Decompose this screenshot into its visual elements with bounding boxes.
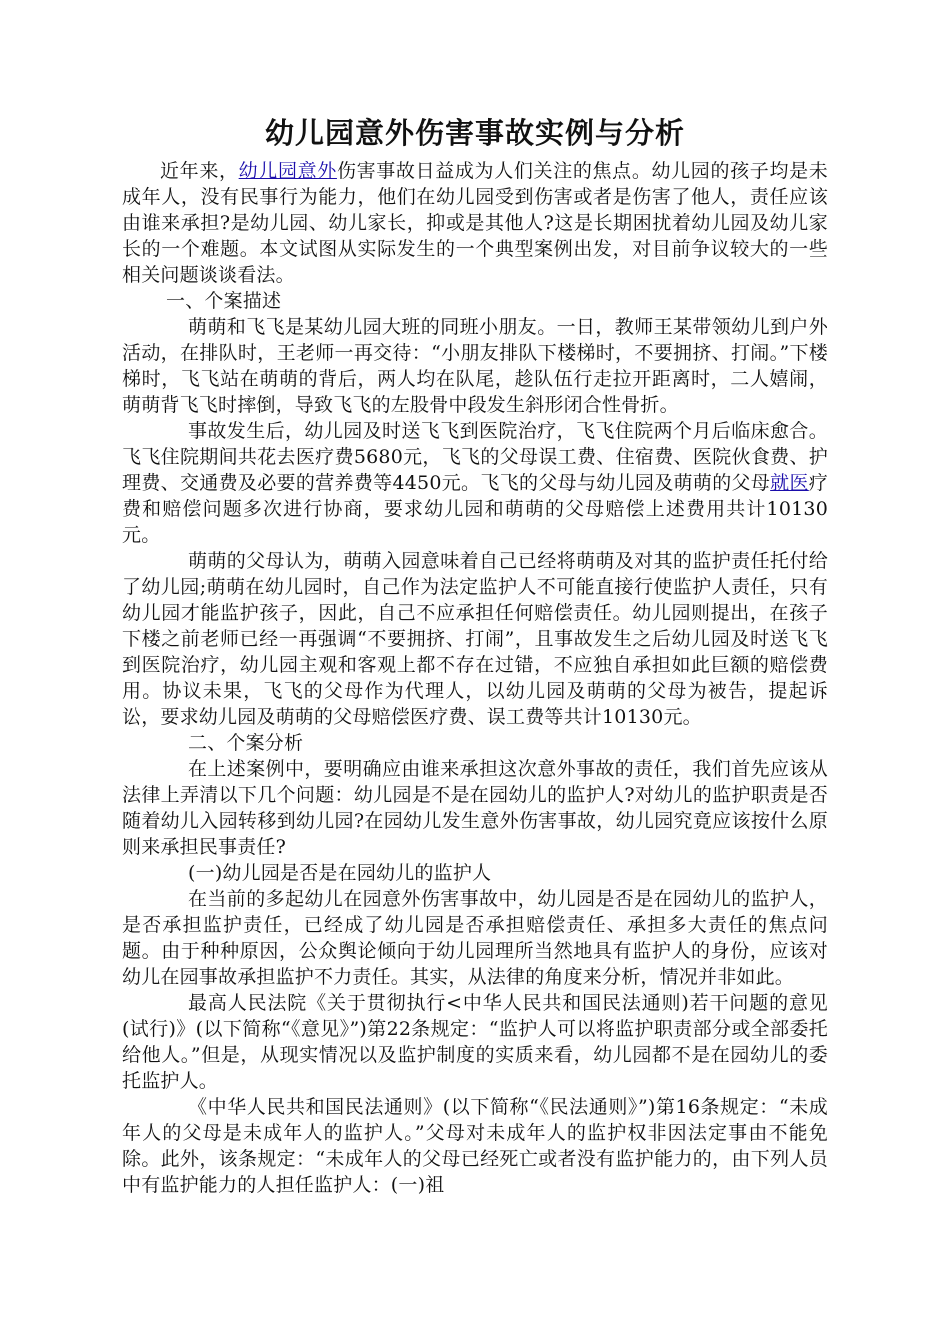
- medical-link[interactable]: 就医: [770, 472, 809, 494]
- paragraph-text-before-link: 事故发生后，幼儿园及时送飞飞到医院治疗，飞飞住院两个月后临床愈合。飞飞住院期间共花去医疗费5680元，飞飞的父母误工费、住宿费、医院伙食费、护理费、交通费及必要的营养费等4450元。飞飞的父母与幼儿园及萌萌的父母: [122, 420, 828, 494]
- paragraph-guardian-1: 在当前的多起幼儿在园意外伤害事故中，幼儿园是否是在园幼儿的监护人，是否承担监护责任，已经成了幼儿园是否承担赔偿责任、承担多大责任的焦点问题。由于种种原因，公众舆论倾向于幼儿园理所当然地具有监护人的身份，应该对幼儿在园事故承担监护不力责任。其实，从法律的角度来分析，情况并非如此。: [122, 888, 828, 988]
- section-heading-case-analysis: 二、个案分析: [188, 732, 304, 754]
- kindergarten-accident-link[interactable]: 幼儿园意外: [238, 160, 337, 182]
- paragraph-case-analysis-1: 在上述案例中，要明确应由谁来承担这次意外事故的责任，我们首先应该从法律上弄清以下几个问题：幼儿园是不是在园幼儿的监护人?对幼儿的监护职责是否随着幼儿入园转移到幼儿园?在园幼儿发生意外伤害事故，幼儿园究竟应该按什么原则来承担民事责任?: [122, 758, 828, 858]
- paragraph-case-description-1: 萌萌和飞飞是某幼儿园大班的同班小朋友。一日，教师王某带领幼儿到户外活动，在排队时，王老师一再交待：“小朋友排队下楼梯时，不要拥挤、打闹。”下楼梯时，飞飞站在萌萌的背后，两人均在队尾，趁队伍行走拉开距离时，二人嬉闹，萌萌背飞飞时摔倒，导致飞飞的左股骨中段发生斜形闭合性骨折。: [122, 316, 828, 416]
- intro-text-after-link: 伤害事故日益成为人们关注的焦点。幼儿园的孩子均是未成年人，没有民事行为能力，他们在幼儿园受到伤害或者是伤害了他人，责任应该由谁来承担?是幼儿园、幼儿家长，抑或是其他人?这是长期困扰着幼儿园及幼儿家长的一个难题。本文试图从实际发生的一个典型案例出发，对目前争议较大的一些相关问题谈谈看法。: [122, 160, 828, 286]
- intro-paragraph: [122, 158, 828, 288]
- intro-text-before-link: 近年来，: [160, 160, 239, 182]
- paragraph-guardian-3: 《中华人民共和国民法通则》(以下简称“《民法通则》”)第16条规定：“未成年人的父母是未成年人的监护人。”父母对未成年人的监护权非因法定事由不能免除。此外，该条规定：“未成年人的父母已经死亡或者没有监护能力的，由下列人员中有监护能力的人担任监护人：(一)祖: [122, 1096, 828, 1196]
- document-title: 幼儿园意外伤害事故实例与分析: [264, 116, 685, 150]
- section-heading-case-description: 一、个案描述: [166, 290, 282, 312]
- paragraph-case-description-3: 萌萌的父母认为，萌萌入园意味着自己已经将萌萌及对其的监护责任托付给了幼儿园;萌萌在幼儿园时，自己作为法定监护人不可能直接行使监护人责任，只有幼儿园才能监护孩子，因此，自己不应承担任何赔偿责任。幼儿园则提出，在孩子下楼之前老师已经一再强调“不要拥挤、打闹”，且事故发生之后幼儿园及时送飞飞到医院治疗，幼儿园主观和客观上都不存在过错，不应独自承担如此巨额的赔偿费用。协议未果，飞飞的父母作为代理人，以幼儿园及萌萌的父母为被告，提起诉讼，要求幼儿园及萌萌的父母赔偿医疗费、误工费等共计10130元。: [122, 550, 828, 728]
- paragraph-text-after-link: 疗费和赔偿问题多次进行协商，要求幼儿园和萌萌的父母赔偿上述费用共计10130元。: [122, 472, 828, 546]
- paragraph-guardian-2: 最高人民法院《关于贯彻执行<中华人民共和国民法通则)若干问题的意见(试行)》(以下简称“《意见》”)第22条规定：“监护人可以将监护职责部分或全部委托给他人。”但是，从现实情况以及监护制度的实质来看，幼儿园都不是在园幼儿的委托监护人。: [122, 992, 828, 1092]
- document-page: [122, 110, 828, 1198]
- paragraph-case-description-2: [122, 418, 828, 548]
- subsection-heading-guardian: (一)幼儿园是否是在园幼儿的监护人: [188, 862, 492, 884]
